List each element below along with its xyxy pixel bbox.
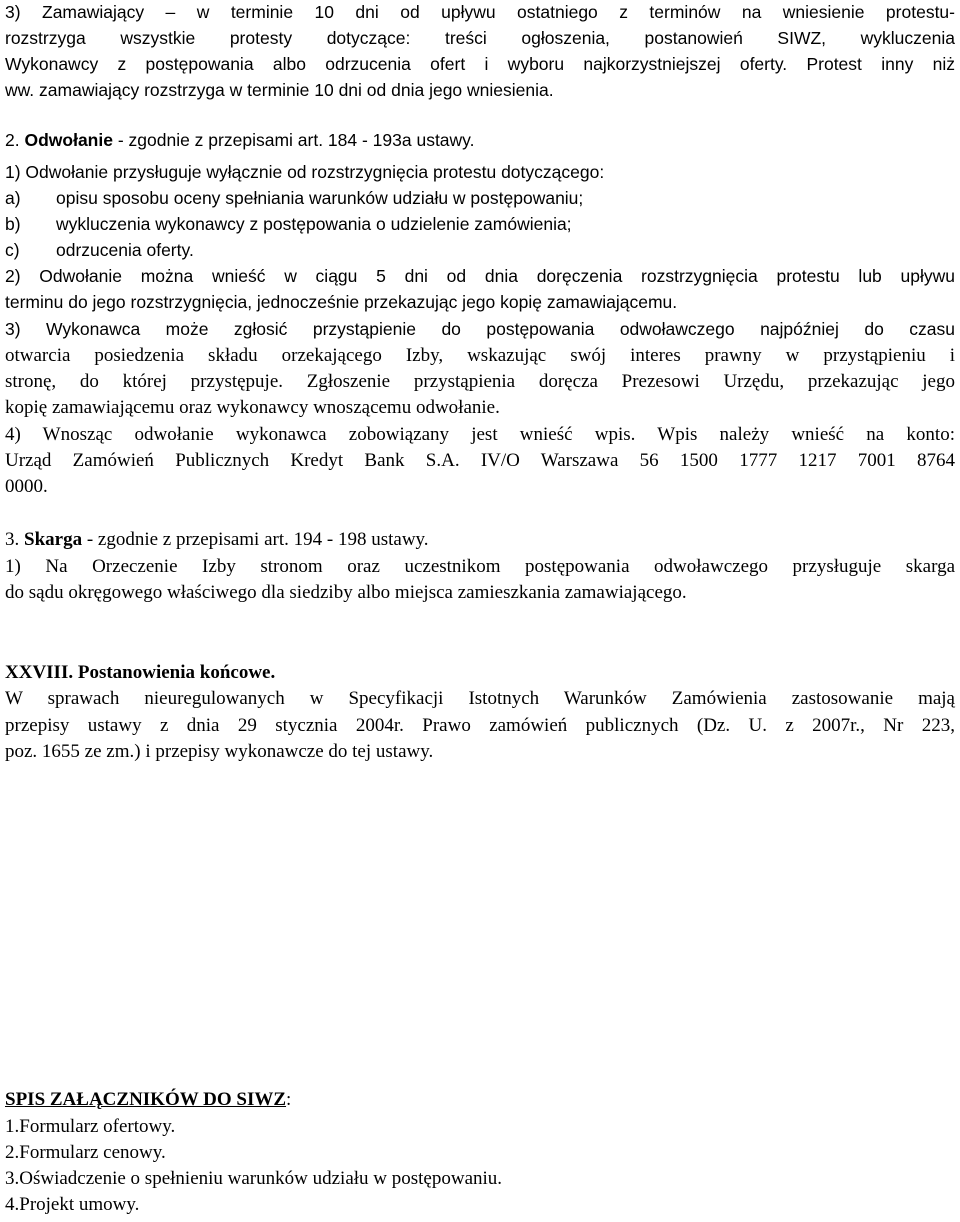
odwolanie-p3-line-1: 3) Wykonawca może zgłosić przystąpienie do postępowania odwoławczego najpóźniej do czasu: [5, 319, 955, 339]
odwolanie-p4-line-3: 0000.: [5, 476, 48, 497]
odwolanie-p2-line-1: 2) Odwołanie można wnieść w ciągu 5 dni od dnia doręczenia rozstrzygnięcia protestu lub upływu: [5, 266, 955, 286]
odwolanie-item-c: [5, 238, 194, 262]
odwolanie-title: Odwołanie: [24, 130, 113, 150]
spis-heading: [5, 1088, 291, 1112]
spis-item-2: 2.Formularz cenowy.: [5, 1142, 166, 1163]
item-label: a): [5, 188, 21, 208]
skarga-title: Skarga: [24, 529, 83, 550]
postanowienia-line-1: W sprawach nieuregulowanych w Specyfikacji Istotnych Warunków Zamówienia zastosowanie mają: [5, 688, 955, 709]
odwolanie-number: 2.: [5, 130, 20, 150]
odwolanie-p4-line-2: Urząd Zamówień Publicznych Kredyt Bank S.A. IV/O Warszawa 56 1500 1777 1217 7001 8764: [5, 450, 955, 471]
postanowienia-heading: XXVIII. Postanowienia końcowe.: [5, 662, 276, 683]
odwolanie-heading: [5, 128, 475, 152]
protest-line-4: ww. zamawiający rozstrzyga w terminie 10 dni od dnia jego wniesienia.: [5, 80, 554, 100]
skarga-number: 3.: [5, 529, 20, 550]
odwolanie-item-b: [5, 212, 572, 236]
spis-item-1: 1.Formularz ofertowy.: [5, 1116, 176, 1137]
protest-line-2: rozstrzyga wszystkie protesty dotyczące: treści ogłoszenia, postanowień SIWZ, wykluczenia: [5, 28, 955, 48]
odwolanie-p1: 1) Odwołanie przysługuje wyłącznie od rozstrzygnięcia protestu dotyczącego:: [5, 162, 605, 182]
odwolanie-p3-line-3: stronę, do której przystępuje. Zgłoszenie przystąpienia doręcza Prezesowi Urzędu, przekazując jego: [5, 371, 955, 392]
postanowienia-line-2: przepisy ustawy z dnia 29 stycznia 2004r. Prawo zamówień publicznych (Dz. U. z 2007r., Nr 223,: [5, 715, 955, 736]
skarga-title-rest: - zgodnie z przepisami art. 194 - 198 ustawy.: [82, 529, 429, 550]
item-label: c): [5, 240, 20, 260]
postanowienia-line-3: poz. 1655 ze zm.) i przepisy wykonawcze do tej ustawy.: [5, 741, 434, 762]
item-label: b): [5, 214, 21, 234]
skarga-heading: [5, 528, 429, 552]
spis-colon: :: [286, 1089, 292, 1110]
item-text: opisu sposobu oceny spełniania warunków udziału w postępowaniu;: [56, 188, 584, 208]
item-text: wykluczenia wykonawcy z postępowania o udzielenie zamówienia;: [56, 214, 572, 234]
item-text: odrzucenia oferty.: [56, 240, 194, 260]
skarga-line-1: 1) Na Orzeczenie Izby stronom oraz uczestnikom postępowania odwoławczego przysługuje skarga: [5, 556, 955, 577]
spis-item-4: 4.Projekt umowy.: [5, 1194, 140, 1215]
odwolanie-p2-line-2: terminu do jego rozstrzygnięcia, jednocześnie przekazując jego kopię zamawiającemu.: [5, 292, 678, 312]
protest-line-3: Wykonawcy z postępowania albo odrzucenia ofert i wyboru najkorzystniejszej oferty. Protest inny niż: [5, 54, 955, 74]
spis-title: SPIS ZAŁĄCZNIKÓW DO SIWZ: [5, 1089, 287, 1110]
protest-line-1: 3) Zamawiający – w terminie 10 dni od upływu ostatniego z terminów na wniesienie protestu-: [5, 2, 955, 22]
skarga-line-2: do sądu okręgowego właściwego dla siedziby albo miejsca zamieszkania zamawiającego.: [5, 582, 687, 603]
odwolanie-p3-line-2: otwarcia posiedzenia składu orzekającego Izby, wskazując swój interes prawny w przystąpieniu i: [5, 345, 955, 366]
odwolanie-title-rest: - zgodnie z przepisami art. 184 - 193a ustawy.: [112, 130, 475, 150]
odwolanie-p4-line-1: 4) Wnosząc odwołanie wykonawca zobowiązany jest wnieść wpis. Wpis należy wnieść na konto:: [5, 424, 955, 445]
spis-item-3: 3.Oświadczenie o spełnieniu warunków udziału w postępowaniu.: [5, 1168, 503, 1189]
odwolanie-item-a: [5, 186, 583, 210]
odwolanie-p3-line-4: kopię zamawiającemu oraz wykonawcy wnoszącemu odwołanie.: [5, 397, 500, 418]
